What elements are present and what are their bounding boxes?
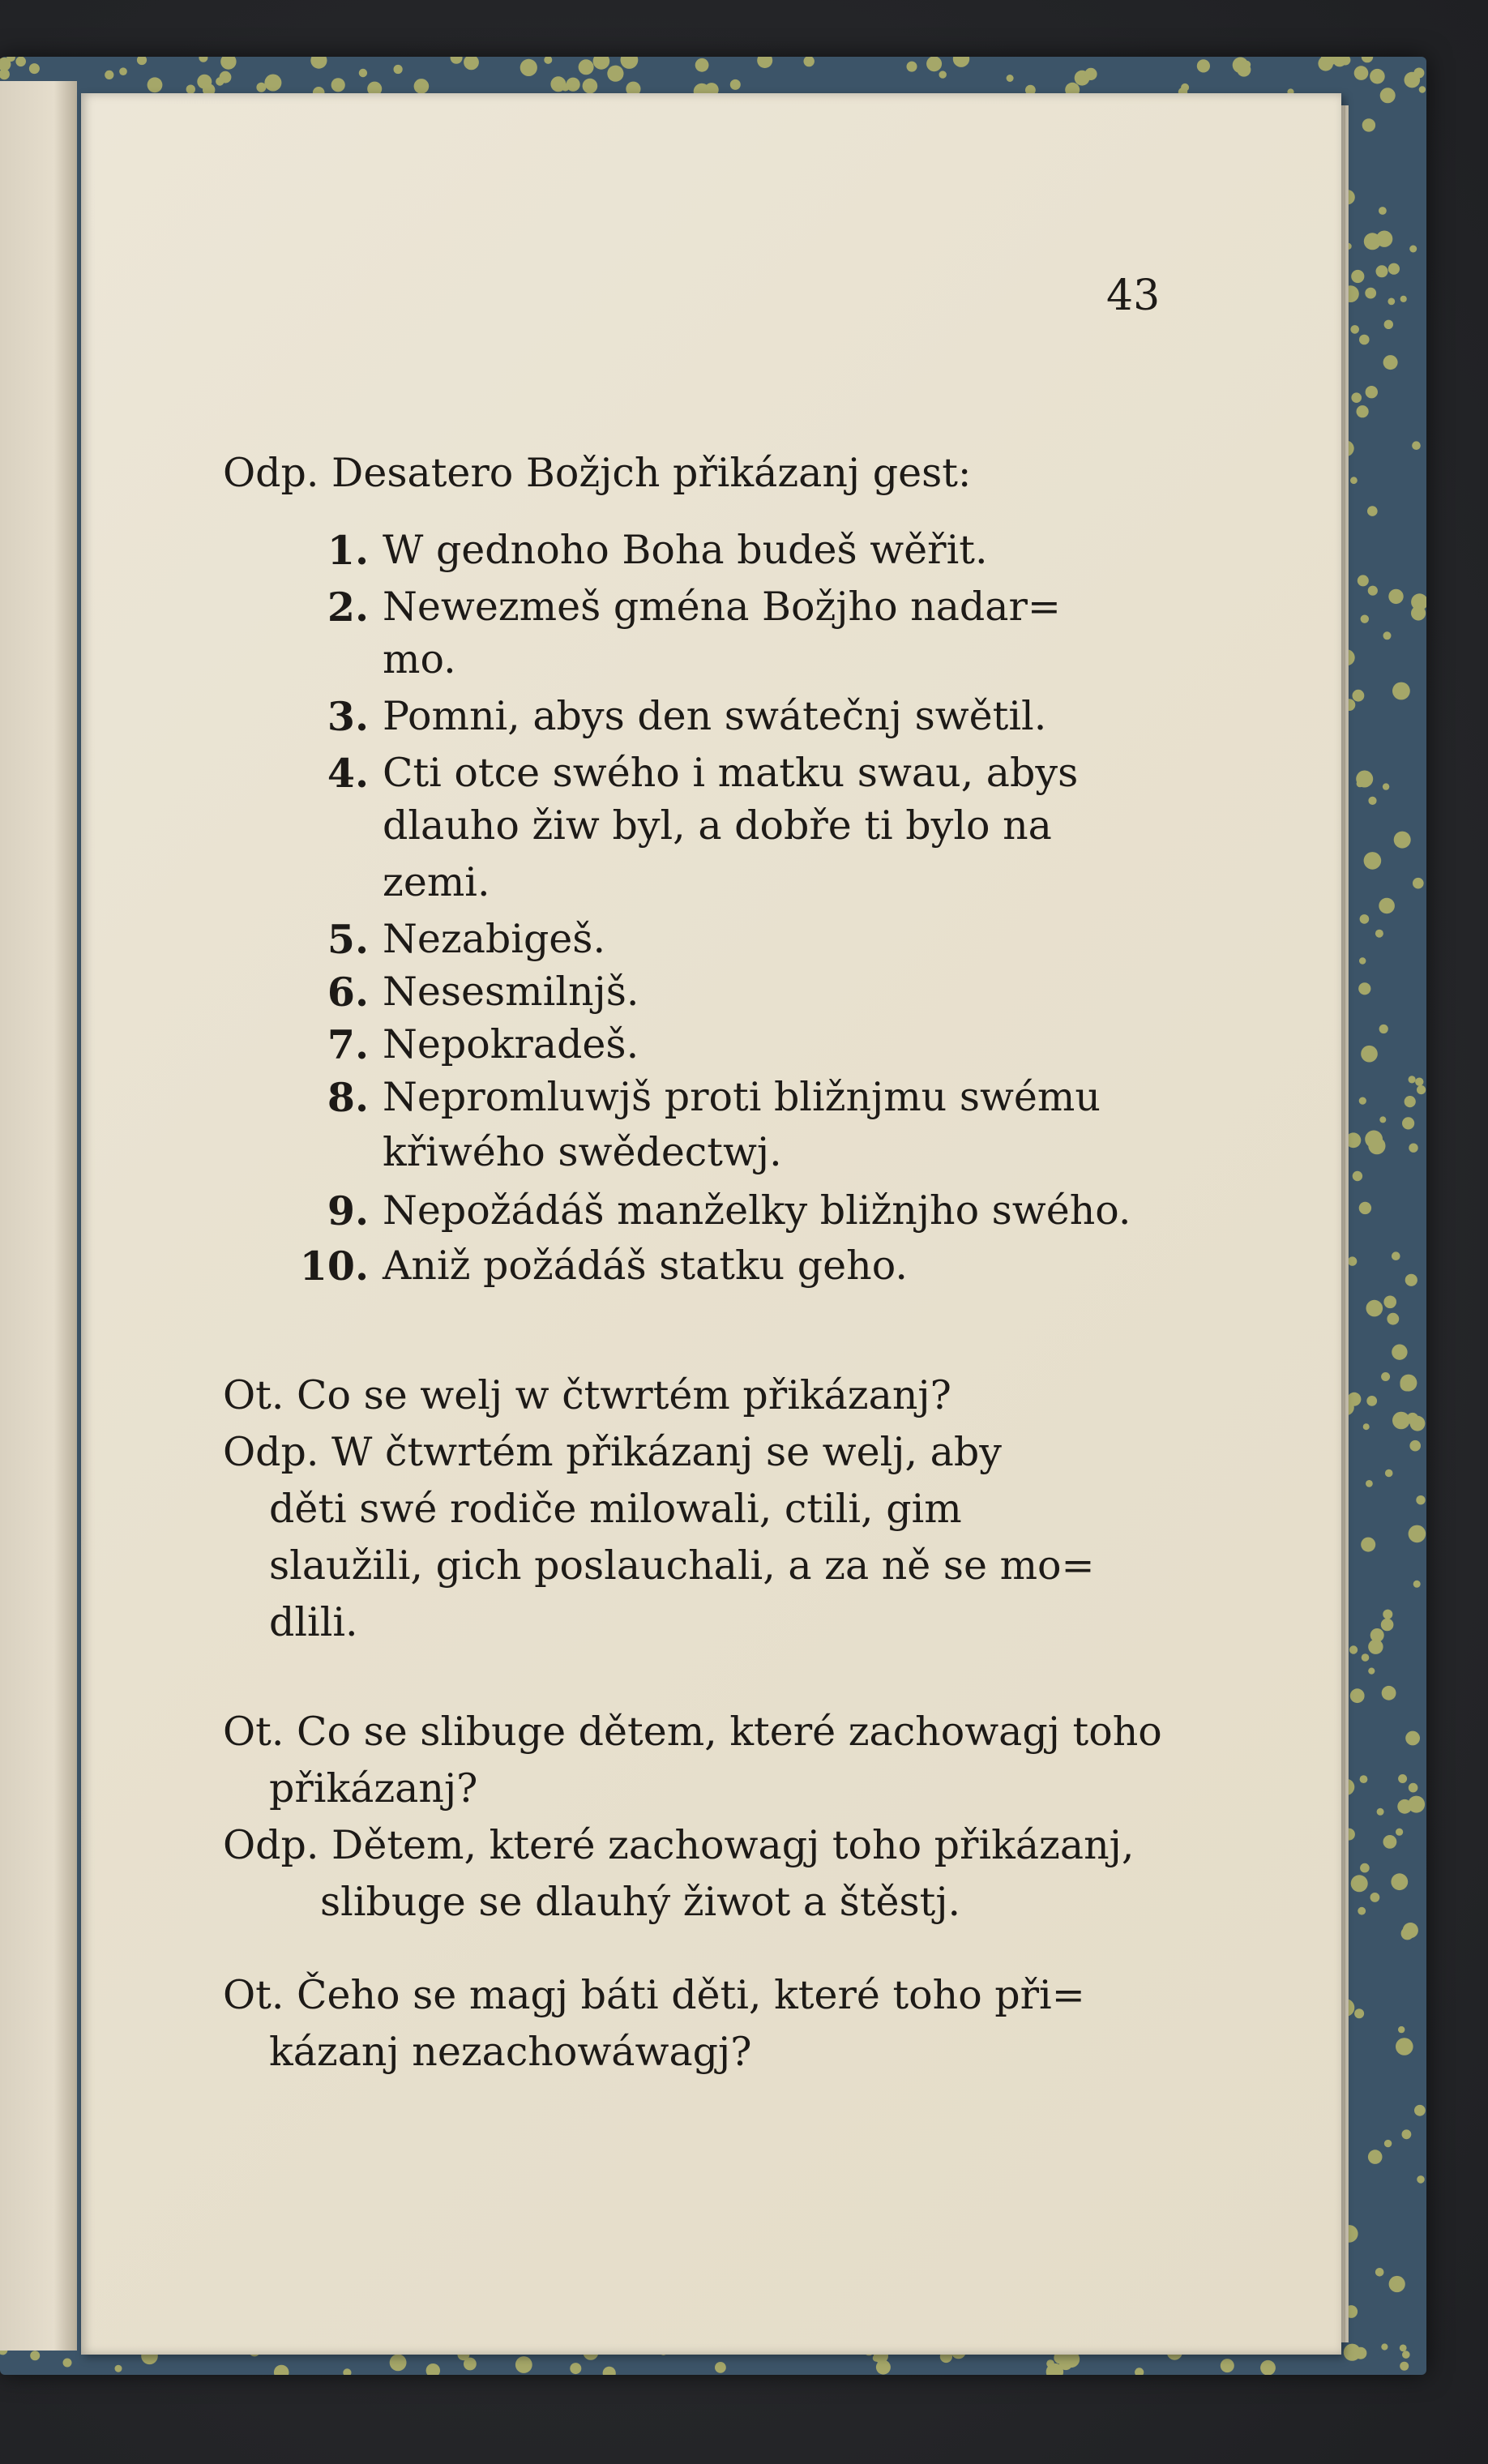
cover-dot [1135,2368,1144,2375]
cover-dot [30,2351,40,2360]
cover-dot [1370,1893,1380,1902]
item-text: mo. [383,636,456,682]
cover-dot [695,58,709,72]
cover-dot [907,62,917,72]
cover-dot [1379,898,1395,914]
cover-dot [1413,1581,1421,1588]
item-number: 8. [327,1074,369,1121]
cover-dot [63,2359,72,2368]
item-number: 5. [327,916,369,963]
question-line: Ot. Co se slibuge dětem, které zachowagj toho [223,1709,1162,1755]
cover-dot [426,2363,440,2375]
cover-dot [1389,2276,1405,2292]
cover-dot [1412,441,1421,450]
cover-dot [1405,72,1421,88]
item-text: Nezabigeš. [383,916,606,962]
cover-dot [1358,1907,1366,1915]
cover-dot [1392,682,1410,700]
cover-dot [1385,1469,1393,1478]
cover-dot [1392,1345,1407,1360]
cover-dot [1354,2347,1366,2359]
cover-dot [1417,2175,1425,2184]
cover-dot [1375,2268,1384,2277]
cover-dot [1358,575,1369,586]
cover-dot [562,83,569,91]
cover-dot [1364,233,1381,250]
cover-dot [544,57,552,64]
commandments-intro: Odp. Desatero Božjch přikázanj gest: [223,450,972,496]
cover-dot [1402,2129,1412,2139]
cover-dot [1358,982,1370,995]
cover-dot [1382,1686,1396,1700]
left-page-edge [0,81,77,2351]
cover-dot [1414,2105,1426,2116]
cover-dot [1351,270,1364,283]
cover-dot [1260,2360,1276,2375]
cover-dot [1380,88,1396,103]
cover-dot [1359,1097,1366,1105]
cover-dot [1354,66,1369,80]
cover-dot [1348,1256,1357,1265]
cover-dot [1402,1117,1414,1129]
cover-dot [939,71,947,78]
cover-dot [1350,325,1359,334]
cover-dot [115,2365,122,2372]
question-line: Ot. Čeho se magj báti děti, které toho při= [223,1972,1085,2018]
cover-dot [1379,1116,1386,1123]
cover-dot [1400,2362,1409,2371]
cover-dot [1405,1096,1416,1107]
cover-dot [515,2356,532,2373]
cover-dot [570,2363,581,2374]
cover-dot [1351,1875,1368,1892]
cover-dot [1416,1495,1425,1504]
cover-dot [1383,783,1389,789]
answer-line: Odp. Dětem, které zachowagj toho přikázanj, [223,1822,1135,1868]
cover-dot [1384,320,1393,329]
cover-dot [1359,1202,1371,1214]
cover-dot [1405,1731,1420,1746]
cover-dot [331,78,345,92]
cover-dot [1381,1619,1394,1632]
item-number: 4. [327,750,369,797]
cover-dot [1391,1873,1408,1890]
item-text: Nepromluwjš proti bližnjmu swému [383,1074,1101,1120]
cover-dot [464,57,479,70]
cover-dot [607,66,623,82]
answer-line: slibuge se dlauhý žiwot a štěstj. [320,1879,961,1925]
cover-dot [1409,1076,1416,1083]
question-line: přikázanj? [269,1765,478,1812]
cover-dot [603,2367,616,2375]
cover-dot [1365,288,1376,299]
cover-dot [1359,335,1370,345]
cover-dot [1364,852,1382,870]
cover-dot [1370,69,1385,84]
answer-line: dlili. [269,1599,358,1645]
cover-dot [1381,1372,1390,1381]
item-text: Cti otce swého i matku swau, abys [383,750,1079,796]
cover-dot [593,57,610,70]
cover-dot [1379,1025,1388,1033]
cover-dot [579,59,594,75]
cover-dot [1398,1774,1407,1783]
cover-dot [1368,1640,1383,1654]
cover-dot [1367,506,1378,516]
page-text [81,93,1341,2355]
cover-dot [1366,386,1378,398]
cover-dot [343,2368,351,2375]
cover-dot [715,2362,726,2373]
cover-dot [1366,1300,1383,1317]
cover-dot [621,57,639,69]
item-number: 2. [327,584,369,631]
cover-dot [1388,263,1400,275]
cover-dot [199,57,207,62]
cover-dot [1377,1808,1384,1816]
cover-dot [0,69,10,79]
cover-dot [137,57,147,65]
page-number: 43 [1106,272,1161,320]
item-text: zemi. [383,859,490,905]
cover-dot [1084,68,1097,80]
question-line: Ot. Co se welj w čtwrtém přikázanj? [223,1372,951,1418]
cover-dot [1392,1251,1400,1260]
cover-dot [15,57,26,66]
cover-dot [1396,1829,1403,1836]
item-text: dlauho žiw byl, a dobře ti bylo na [383,802,1052,849]
item-text: křiwého swědectwj. [383,1129,782,1175]
cover-dot [359,69,367,77]
cover-dot [757,57,772,68]
cover-dot [1357,781,1364,788]
cover-dot [1242,61,1251,69]
answer-line: děti swé rodiče milowali, ctili, gim [269,1486,962,1532]
cover-dot [216,77,224,85]
cover-dot [1378,232,1391,245]
cover-dot [1368,1137,1385,1154]
item-number: 3. [327,693,369,740]
cover-dot [414,79,430,94]
item-text: Newezmeš gména Božjho nadar= [383,584,1061,630]
cover-dot [1333,57,1347,66]
cover-dot [1361,1046,1378,1063]
cover-dot [1361,1538,1375,1552]
cover-dot [105,71,113,79]
cover-dot [1366,1480,1373,1487]
cover-dot [1363,1423,1370,1430]
cover-dot [1383,1610,1392,1619]
cover-dot [1359,957,1366,964]
item-number: 7. [327,1021,369,1068]
cover-dot [953,57,969,67]
cover-dot [1353,690,1365,702]
cover-dot [1360,1775,1368,1783]
item-text: Pomni, abys den swátečnj swětil. [383,693,1047,739]
item-text: Nesesmilnjš. [383,969,639,1015]
item-number: 10. [299,1243,369,1290]
book-page [81,93,1341,2355]
cover-dot [1368,2150,1383,2164]
cover-dot [1376,265,1388,277]
cover-dot [1007,75,1014,82]
cover-dot [29,63,40,74]
item-number: 9. [327,1187,369,1234]
cover-dot [1392,1412,1410,1430]
cover-dot [1396,2038,1413,2055]
cover-dot [1349,1645,1358,1653]
item-number: 6. [327,969,369,1016]
cover-dot [1419,86,1426,92]
cover-dot [1409,1144,1417,1153]
cover-dot [119,67,127,75]
cover-dot [451,57,463,64]
cover-dot [1221,2359,1234,2372]
cover-dot [1350,477,1358,484]
cover-dot [1368,1668,1375,1675]
cover-dot [1394,832,1411,849]
cover-dot [1368,586,1378,596]
cover-dot [1387,1313,1399,1325]
item-text: Aniž požádáš statku geho. [383,1243,908,1289]
cover-dot [1360,914,1370,924]
cover-dot [1400,1375,1417,1392]
cover-dot [1415,1078,1423,1086]
cover-dot [1383,355,1398,370]
cover-dot [1409,1783,1418,1793]
cover-dot [1405,1274,1417,1286]
cover-dot [264,75,281,92]
cover-dot [1362,57,1373,62]
cover-dot [1383,631,1392,640]
cover-dot [1351,392,1362,403]
cover-dot [310,57,327,69]
cover-dot [1388,298,1395,306]
cover-dot [1400,296,1407,302]
cover-dot [926,57,942,71]
cover-dot [1413,878,1424,889]
cover-dot [1197,59,1210,72]
cover-dot [1409,246,1417,253]
cover-dot [1381,2343,1388,2350]
item-text: Nepokradeš. [383,1021,639,1067]
cover-dot [1383,1296,1396,1309]
cover-dot [1362,1653,1370,1662]
cover-dot [1354,2008,1364,2018]
cover-dot [1401,1927,1414,1940]
cover-dot [1375,930,1383,938]
cover-dot [804,57,815,66]
cover-dot [1410,1416,1426,1431]
cover-dot [1362,118,1375,131]
cover-dot [220,57,236,70]
cover-dot [1398,2026,1405,2033]
cover-dot [274,2365,289,2375]
cover-dot [520,59,537,76]
cover-dot [394,65,403,74]
cover-dot [583,79,598,94]
cover-dot [148,77,163,92]
cover-dot [1361,615,1369,623]
cover-dot [1402,2351,1410,2359]
cover-dot [1400,2345,1407,2352]
cover-dot [1353,1171,1362,1181]
cover-dot [464,2358,477,2371]
cover-dot [1350,1688,1365,1703]
cover-dot [1388,589,1403,604]
cover-dot [1368,797,1376,805]
cover-dot [1366,1396,1377,1406]
cover-dot [1379,207,1387,215]
cover-dot [1409,1525,1426,1543]
cover-dot [730,79,741,90]
answer-line: slaužili, gich poslauchali, a za ně se mo= [269,1542,1095,1589]
cover-dot [1384,2140,1392,2147]
question-line: kázanj nezachowáwagj? [269,2029,752,2075]
cover-dot [1383,1835,1397,1849]
cover-dot [1409,1440,1421,1452]
cover-dot [1360,1863,1370,1873]
answer-line: Odp. W čtwrtém přikázanj se welj, aby [223,1429,1002,1475]
cover-dot [390,2355,407,2372]
cover-dot [1357,405,1369,417]
cover-dot [1417,1085,1426,1094]
item-number: 1. [327,527,369,574]
item-text: W gednoho Boha budeš wěřit. [383,527,988,573]
item-text: Nepožádáš manželky bližnjho swého. [383,1187,1131,1234]
cover-dot [1397,1799,1412,1814]
